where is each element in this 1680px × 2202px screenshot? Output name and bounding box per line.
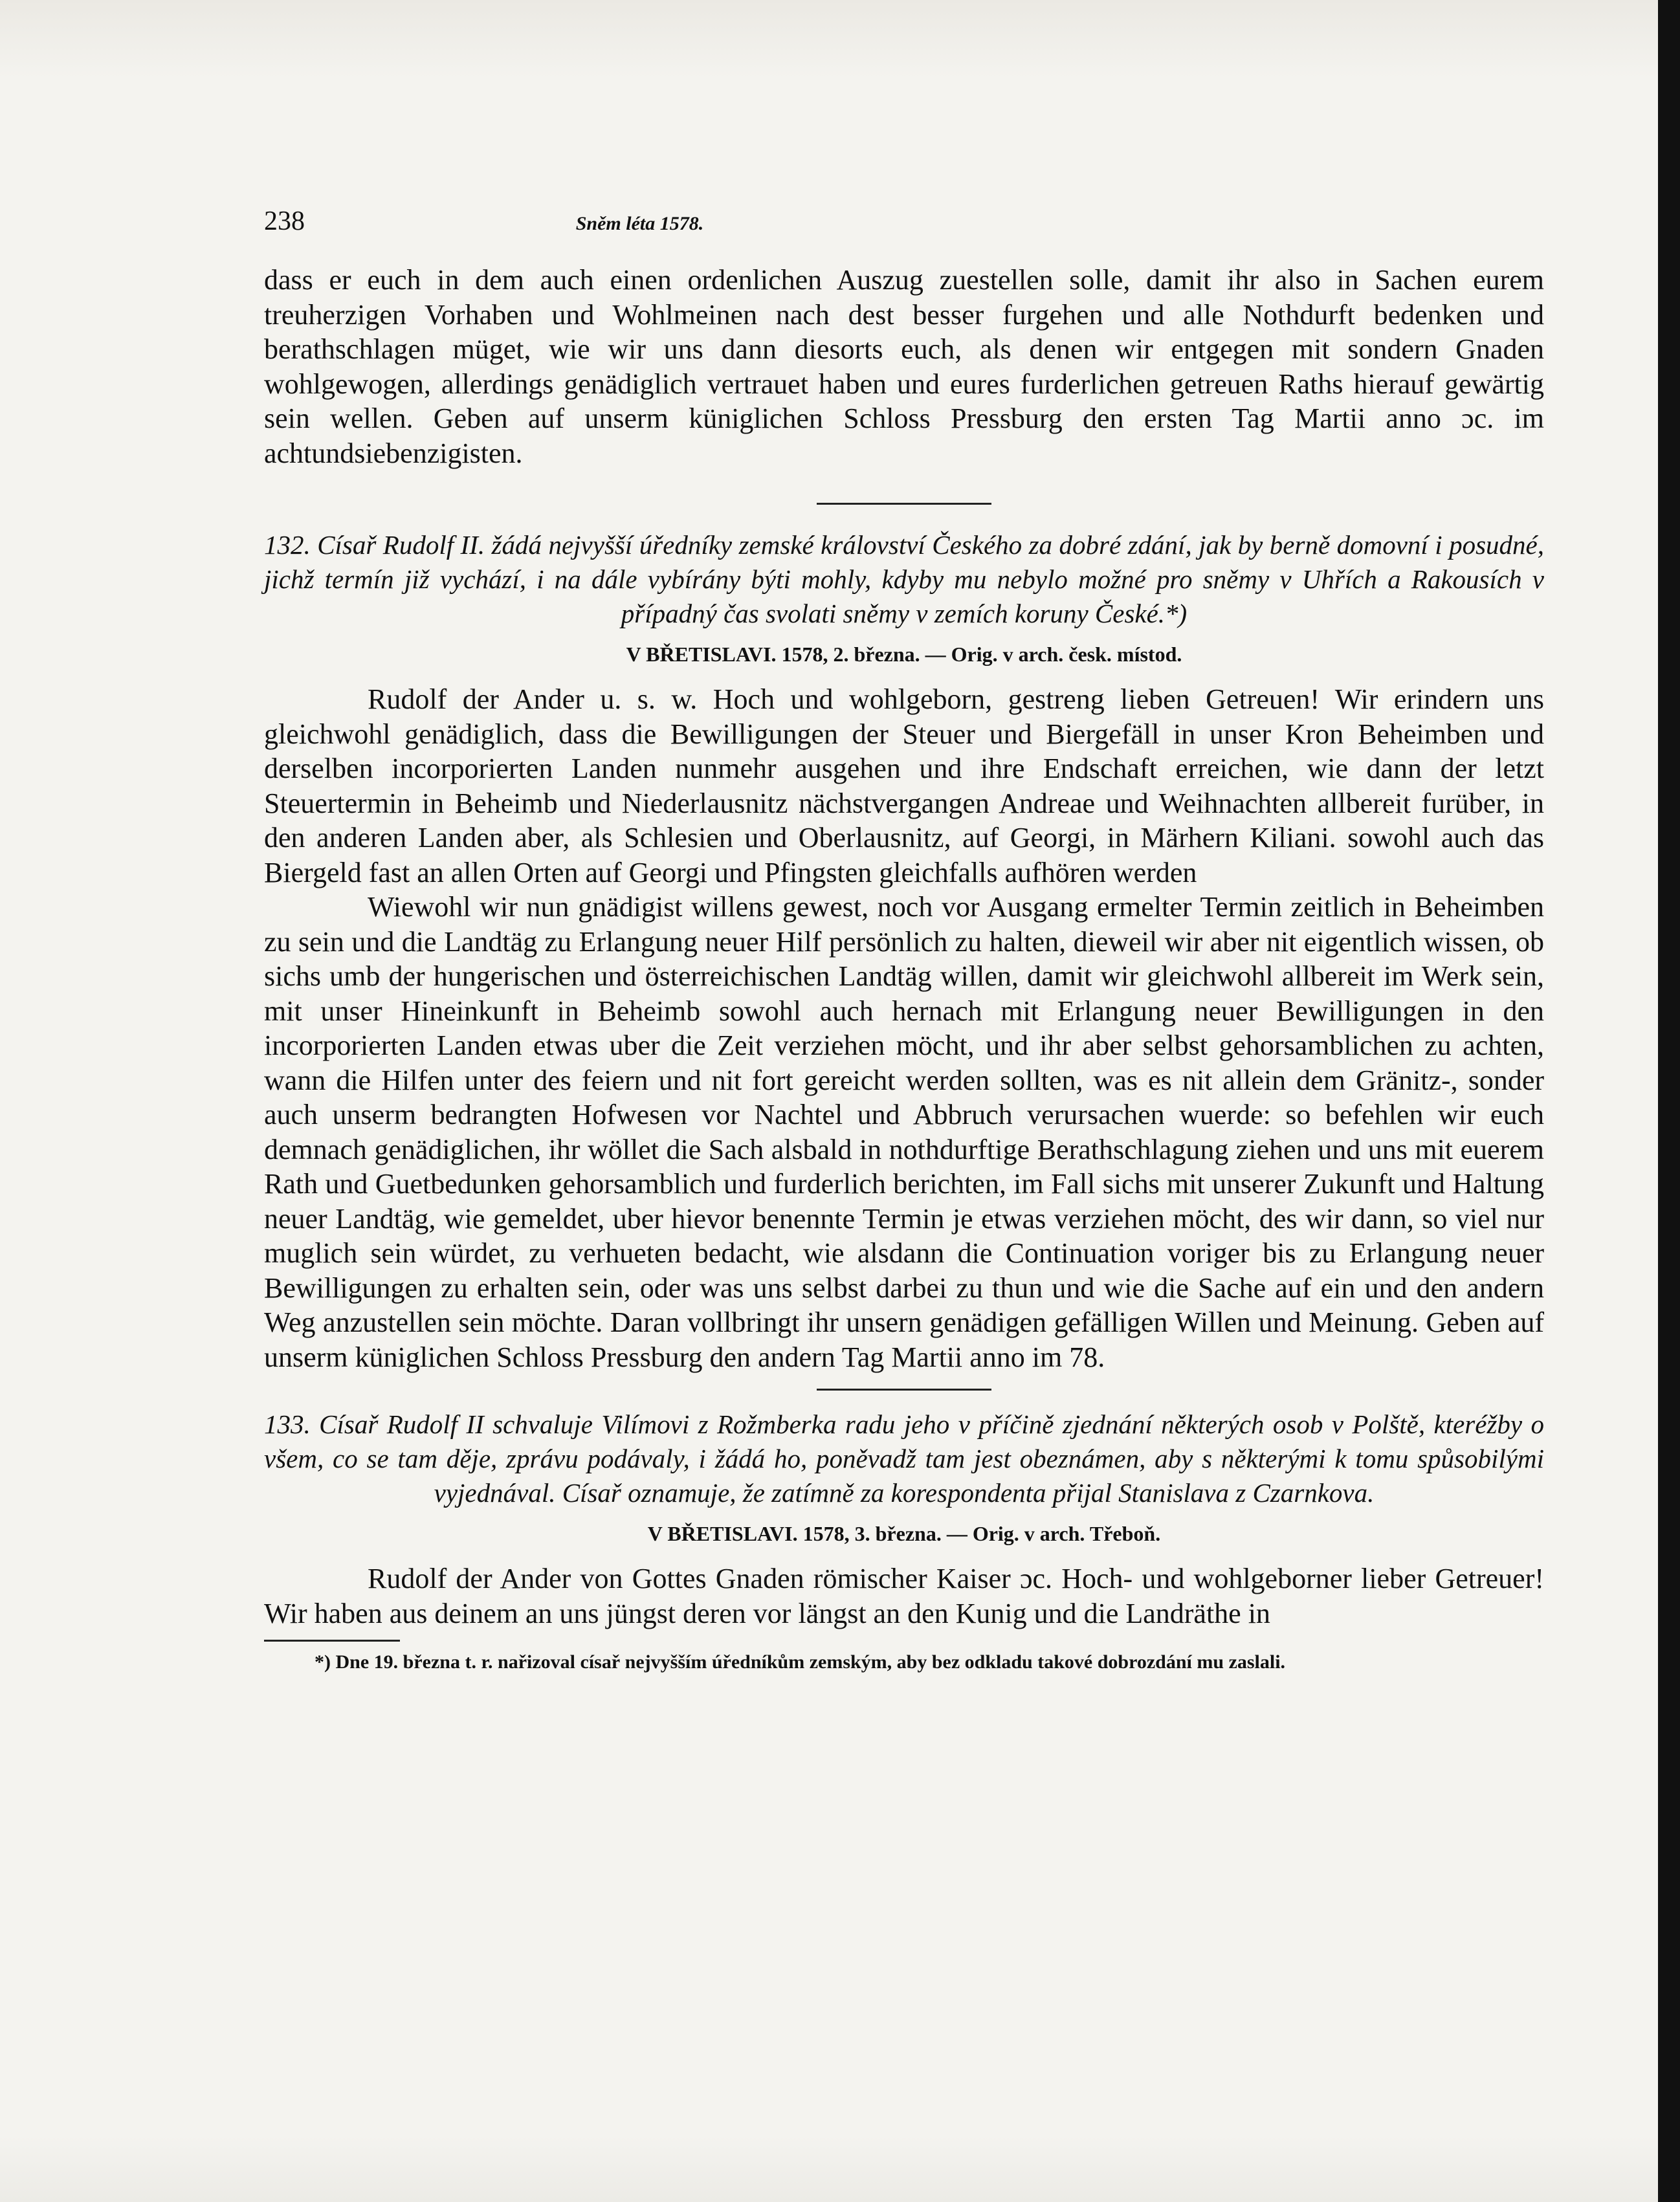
section-132-source: V BŘETISLAVI. 1578, 2. března. — Orig. v arch. česk. místod. (626, 643, 1182, 666)
spacer (264, 505, 1544, 528)
section-133-heading: 133. Císař Rudolf II schvaluje Vilímovi z Rožmberka radu jeho v příčině zjednání některých osob v Polště, kteréžby o všem, co se tam děje, zprávu podávaly, i žádá ho, poněvadž tam jest obeznámen, aby s některými k tomu spůsobilými vyjednával. Císař oznamuje, že zatímně za korespondenta přijal Stanislava z Czarnkova. (264, 1409, 1544, 1508)
page-content (264, 206, 1544, 1675)
spacer (264, 1642, 1544, 1649)
section-132-heading: 132. Císař Rudolf II. žádá nejvyšší úředníky zemské království Českého za dobré zdání, jak by berně domovní i posudné, jichž termín již vychází, i na dále vybírány býti mohly, kdyby mu nebylo možné pro sněmy v Uhřích a Rakousích v případný čas svolati sněmy v zemích koruny České.*) (264, 530, 1544, 628)
spacer (264, 1374, 1544, 1389)
section-132-paragraph-1: Rudolf der Ander u. s. w. Hoch und wohlgeborn, gestreng lieben Getreuen! Wir erindern uns gleichwohl genädiglich, dass die Bewilligungen der Steuer und Biergefäll in unser Kron Beheimben und derselben incorporierten Landen nunmehr ausgehen und ihre Endschaft erreichen, wie dann der letzt Steuertermin in Beheimb und Niederlausnitz nächstvergangen Andreae und Weihnachten allbereit furüber, in den anderen Landen aber, als Schlesien und Oberlausnitz, auf Georgi, in Märhern Kiliani. sowohl auch das Biergeld fast an allen Orten auf Georgi und Pfingsten gleichfalls aufhören werden (264, 683, 1544, 888)
page-number: 238 (264, 206, 305, 236)
spacer (264, 470, 1544, 503)
footnote: *) Dne 19. března t. r. nařizoval císař nejvyšším úředníkům zemským, aby bez odkladu takové dobrozdání mu zaslali. (315, 1651, 1286, 1673)
continuation-paragraph: dass er euch in dem auch einen ordenlichen Auszug zuestellen solle, damit ihr also in Sachen eurem treuherzigen Vorhaben und Wohlmeinen nach dest besser furgehen und alle Nothdurft bedenken und berathschlagen müget, wie wir uns dann diesorts euch, als denen wir entgegen mit sondern Gnaden wohlgewogen, allerdings genädiglich vertrauet haben und eures furderlichen getreuen Raths hierauf gewärtig sein wellen. Geben auf unserm küniglichen Schloss Pressburg den ersten Tag Martii anno ɔc. im achtundsiebenzigisten. (264, 264, 1544, 469)
section-133-source: V BŘETISLAVI. 1578, 3. března. — Orig. v arch. Třeboň. (647, 1522, 1161, 1545)
spacer (264, 1631, 1544, 1640)
spacer (264, 1391, 1544, 1407)
page-header (264, 206, 1544, 237)
running-title: Sněm léta 1578. (575, 213, 704, 234)
section-133-paragraph-1: Rudolf der Ander von Gottes Gnaden römischer Kaiser ɔc. Hoch- und wohlgeborner lieber Getreuer! Wir haben aus deinem an uns jüngst deren vor längst an den Kunig und die Landräthe in (264, 1563, 1544, 1629)
section-132-paragraph-2: Wiewohl wir nun gnädigist willens gewest, noch vor Ausgang ermelter Termin zeitlich in Beheimben zu sein und die Landtäg zu Erlangung neuer Hilf persönlich zu halten, dieweil wir aber nit eigentlich wissen, ob sichs umb der hungerischen und österreichischen Landtäg willen, damit wir gleichwohl allbereit im Werk sein, mit unser Hineinkunft in Beheimb sowohl auch hernach mit Erlangung neuer Bewilligungen in den incorporierten Landen etwas uber die Zeit verziehen möcht, und ihr aber selbst gehorsamblichen zu achten, wann die Hilfen unter des feiern und nit fort gereicht werden sollten, was es nit allein dem Gränitz-, sonder auch unserm bedrangten Hofwesen vor Nachtel und Abbruch verursachen wuerde: so befehlen wir euch demnach genädiglichen, ihr wöllet die Sach alsbald in nothdurftige Berathschlagung ziehen und uns mit euerem Rath und Guetbedunken gehorsamblich und furderlich berichten, im Fall sichs mit unserer Zukunft und Haltung neuer Landtäg, wie gemeldet, uber hievor benennte Termin je etwas verziehen möcht, des wir dann, so viel nur muglich sein würdet, zu verhueten bedacht, wie alsdann die Continuation voriger bis zu Erlangung neuer Bewilligungen zu erhalten sein, oder was uns selbst darbei zu thun und wie die Sache auf ein und den andern Weg anzustellen sein möchte. Daran vollbringt ihr unsern genädigen gefälligen Willen und Meinung. Geben auf unserm küniglichen Schloss Pressburg den andern Tag Martii anno im 78. (264, 891, 1544, 1373)
